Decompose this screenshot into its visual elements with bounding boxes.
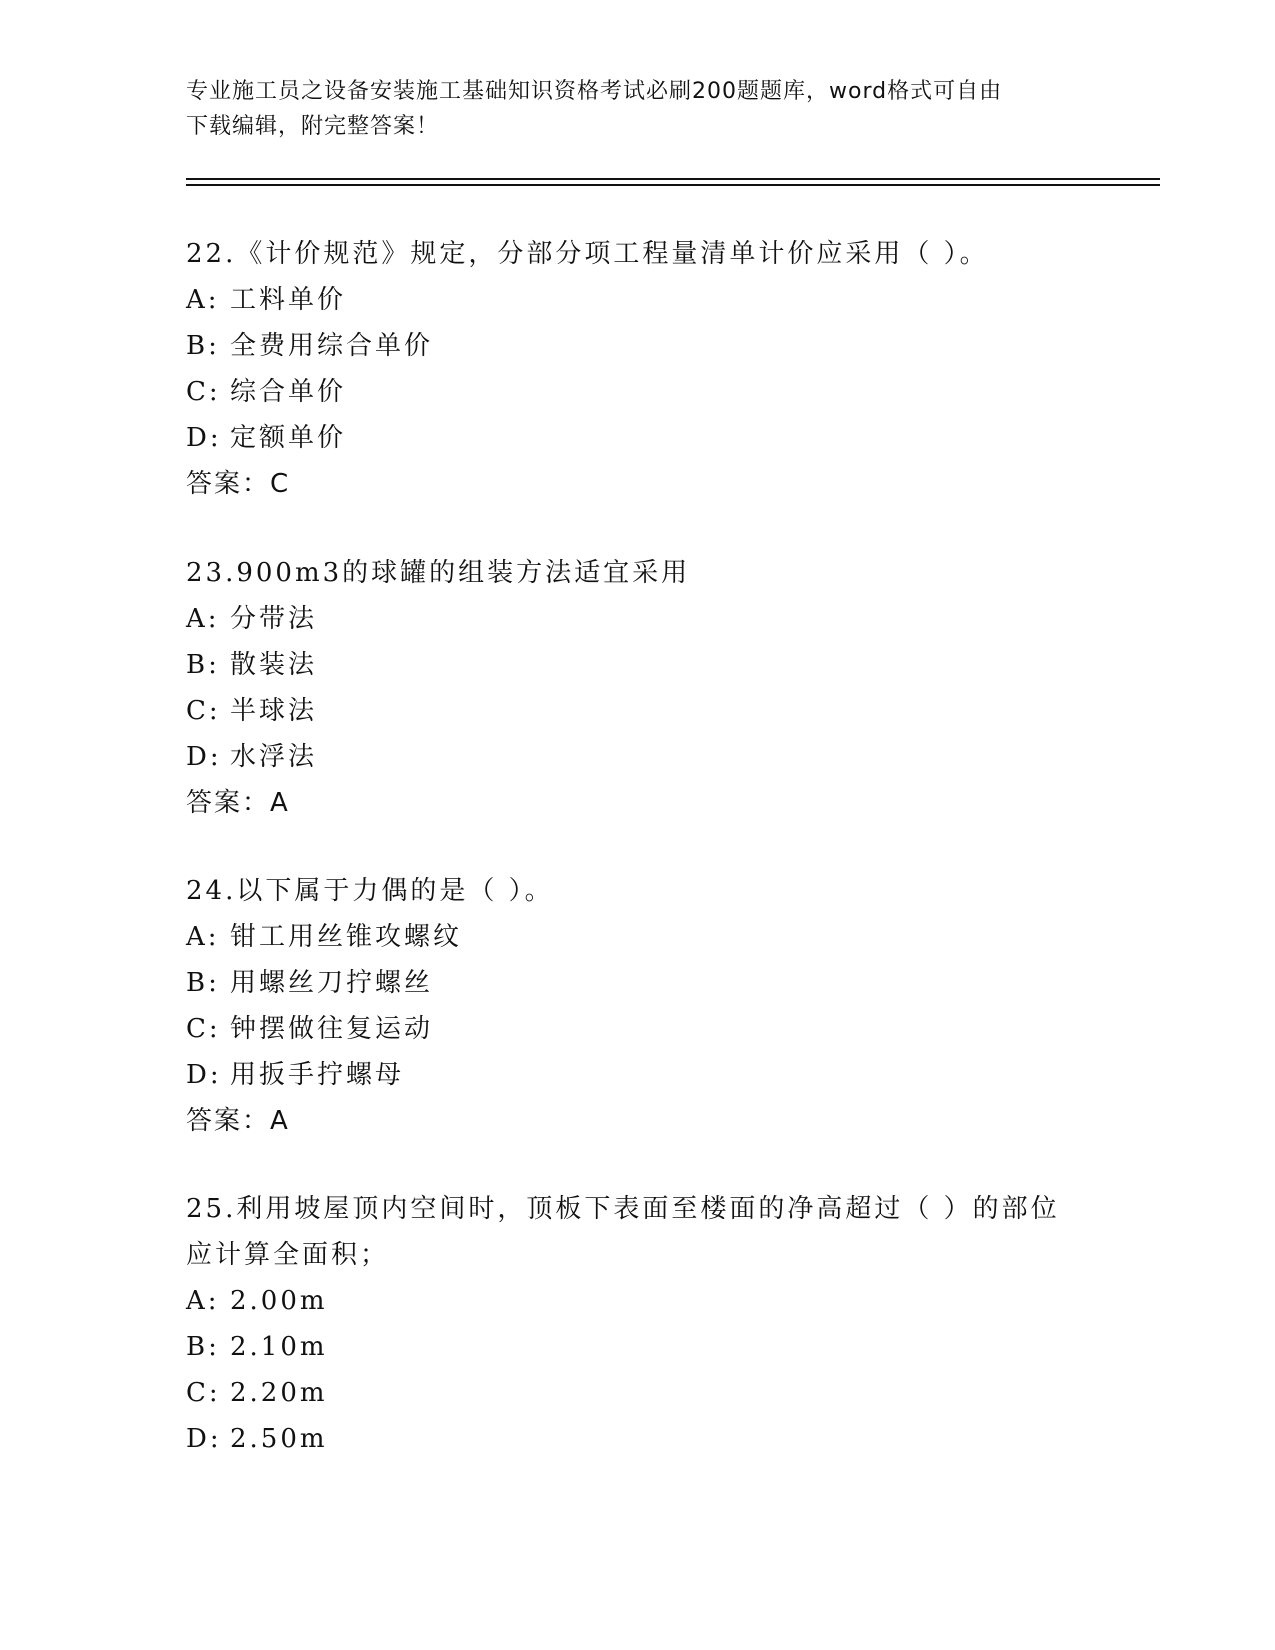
header-line-1: 专业施工员之设备安装施工基础知识资格考试必刷200题题库，word格式可自由 bbox=[186, 79, 1003, 104]
option-letter: C: bbox=[186, 696, 221, 726]
option-text: 钟摆做往复运动 bbox=[230, 1014, 434, 1044]
option-d bbox=[186, 415, 1086, 461]
question-stem: 24.以下属于力偶的是（ ）。 bbox=[186, 876, 554, 906]
option-text: 2.00m bbox=[230, 1286, 328, 1316]
option-text: 2.10m bbox=[230, 1332, 328, 1362]
option-letter: C: bbox=[186, 1014, 221, 1044]
option-b bbox=[186, 323, 1086, 369]
option-letter: B: bbox=[186, 650, 220, 680]
option-letter: C: bbox=[186, 1378, 221, 1408]
option-d bbox=[186, 1052, 1086, 1098]
option-text: 用扳手拧螺母 bbox=[230, 1060, 405, 1090]
option-text: 分带法 bbox=[230, 604, 318, 634]
answer-line: 答案：A bbox=[186, 1106, 290, 1136]
question-25 bbox=[186, 1186, 1066, 1462]
option-a bbox=[186, 596, 1086, 642]
option-letter: A: bbox=[186, 922, 220, 952]
question-22 bbox=[186, 231, 1086, 507]
option-text: 工料单价 bbox=[230, 285, 347, 315]
option-letter: D: bbox=[186, 1424, 222, 1454]
option-b bbox=[186, 960, 1086, 1006]
option-c bbox=[186, 1370, 1066, 1416]
question-stem: 23.900m3的球罐的组装方法适宜采用 bbox=[186, 558, 691, 588]
option-text: 全费用综合单价 bbox=[230, 331, 434, 361]
answer-line: 答案：C bbox=[186, 469, 291, 499]
option-letter: B: bbox=[186, 1332, 220, 1362]
option-letter: B: bbox=[186, 331, 220, 361]
option-a bbox=[186, 914, 1086, 960]
option-letter: D: bbox=[186, 1060, 222, 1090]
option-text: 2.20m bbox=[230, 1378, 328, 1408]
question-24 bbox=[186, 868, 1086, 1144]
answer-line: 答案：A bbox=[186, 788, 290, 818]
option-text: 钳工用丝锥攻螺纹 bbox=[230, 922, 463, 952]
option-b bbox=[186, 642, 1086, 688]
option-c bbox=[186, 1006, 1086, 1052]
option-c bbox=[186, 369, 1086, 415]
header-divider-top bbox=[186, 178, 1160, 180]
option-text: 用螺丝刀拧螺丝 bbox=[230, 968, 434, 998]
option-text: 散装法 bbox=[230, 650, 318, 680]
option-letter: A: bbox=[186, 285, 220, 315]
option-letter: B: bbox=[186, 968, 220, 998]
option-letter: D: bbox=[186, 742, 222, 772]
option-letter: A: bbox=[186, 1286, 220, 1316]
header-divider-bottom bbox=[186, 184, 1160, 186]
option-letter: A: bbox=[186, 604, 220, 634]
option-a bbox=[186, 277, 1086, 323]
option-c bbox=[186, 688, 1086, 734]
option-a bbox=[186, 1278, 1066, 1324]
option-text: 综合单价 bbox=[230, 377, 347, 407]
option-letter: C: bbox=[186, 377, 221, 407]
option-d bbox=[186, 1416, 1066, 1462]
option-b bbox=[186, 1324, 1066, 1370]
question-23 bbox=[186, 550, 1086, 826]
option-letter: D: bbox=[186, 423, 222, 453]
header-line-2: 下载编辑，附完整答案！ bbox=[186, 114, 440, 139]
option-d bbox=[186, 734, 1086, 780]
option-text: 2.50m bbox=[230, 1424, 328, 1454]
option-text: 定额单价 bbox=[230, 423, 347, 453]
option-text: 水浮法 bbox=[230, 742, 318, 772]
question-stem: 22.《计价规范》规定，分部分项工程量清单计价应采用（ ）。 bbox=[186, 239, 989, 269]
option-text: 半球法 bbox=[230, 696, 318, 726]
question-stem: 25.利用坡屋顶内空间时，顶板下表面至楼面的净高超过（ ）的部位应计算全面积； bbox=[186, 1194, 1060, 1270]
document-header bbox=[186, 74, 1086, 144]
